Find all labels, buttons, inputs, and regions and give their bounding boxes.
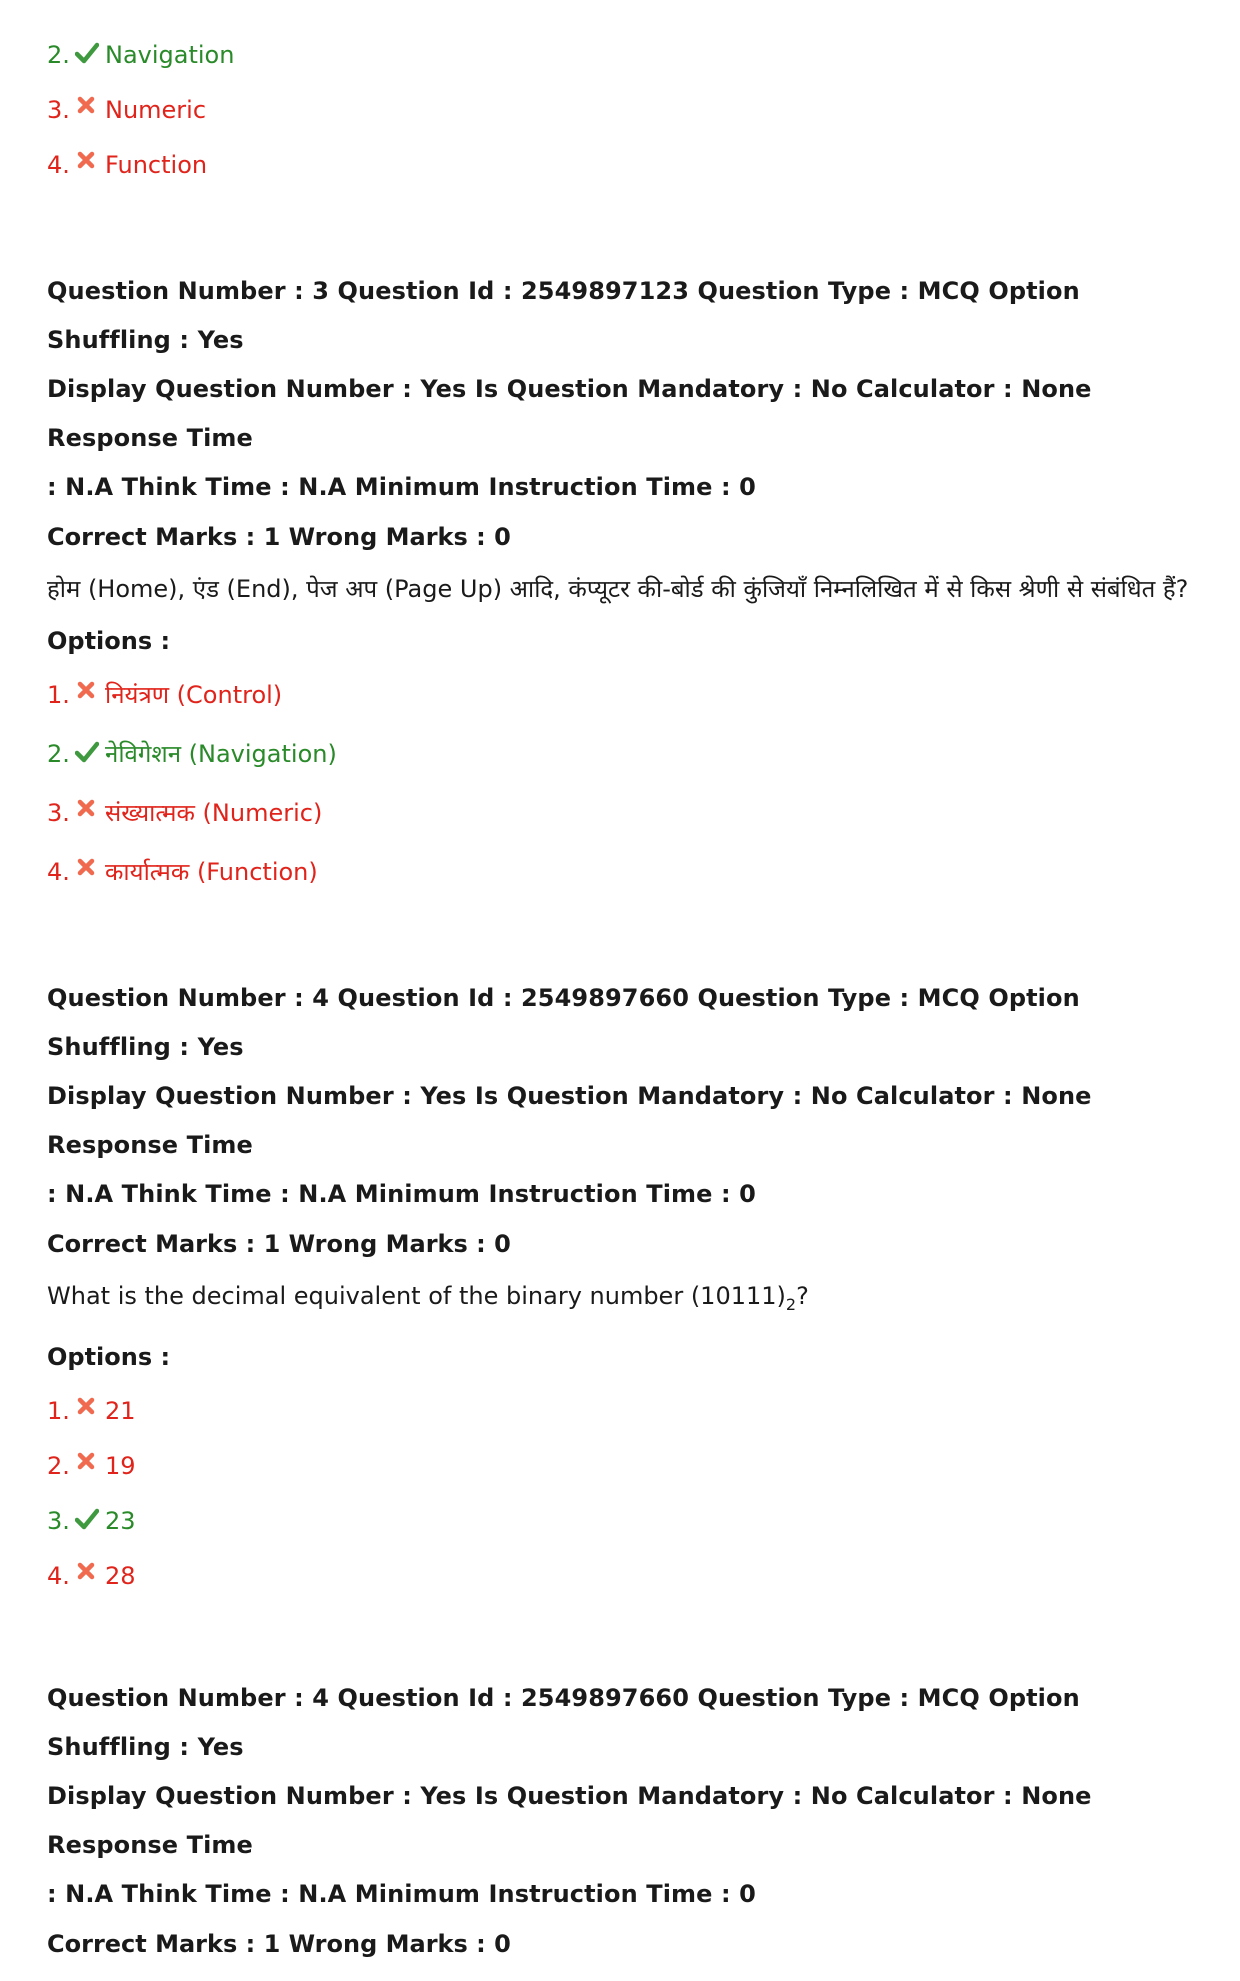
previous-question-options	[47, 40, 1207, 180]
question-meta	[47, 1674, 1207, 1919]
cross-icon	[75, 857, 101, 887]
option-label: नेविगेशन (Navigation)	[105, 740, 337, 768]
question-block-3	[47, 267, 1207, 887]
option-number: 3.	[47, 799, 70, 827]
option-number: 4.	[47, 1561, 70, 1590]
option-number: 1.	[47, 1396, 70, 1425]
meta-line: Display Question Number : Yes Is Question Mandatory : No Calculator : None Response Time	[47, 375, 1092, 452]
cross-icon	[75, 95, 101, 125]
option-number: 3.	[47, 96, 70, 124]
option-item	[47, 857, 1207, 887]
meta-line: Question Number : 4 Question Id : 2549897660 Question Type : MCQ Option Shuffling : Yes	[47, 1683, 1080, 1761]
meta-line: Question Number : 3 Question Id : 2549897123 Question Type : MCQ Option Shuffling : Yes	[47, 277, 1080, 354]
check-icon	[75, 1506, 101, 1536]
option-item	[47, 1561, 1207, 1591]
option-number: 4.	[47, 858, 70, 886]
question-marks: Correct Marks : 1 Wrong Marks : 0	[47, 1929, 511, 1958]
option-number: 2.	[47, 41, 70, 69]
option-number: 1.	[47, 681, 70, 709]
option-number: 4.	[47, 151, 70, 179]
option-item	[47, 150, 1207, 180]
question-text: होम (Home), एंड (End), पेज अप (Page Up) आदि, कंप्यूटर की-बोर्ड की कुंजियाँ निम्नलिखित में से किस श्रेणी से संबंधित हैं?	[47, 575, 1189, 603]
cross-icon	[75, 680, 101, 710]
cross-icon	[75, 1396, 101, 1426]
option-item	[47, 1506, 1207, 1536]
meta-line: Display Question Number : Yes Is Question Mandatory : No Calculator : None Response Time	[47, 1781, 1092, 1859]
document-content	[47, 40, 1207, 1981]
question-subscript: 2	[785, 1294, 797, 1314]
option-item	[47, 1396, 1207, 1426]
cross-icon	[75, 798, 101, 828]
option-number: 2.	[47, 1451, 70, 1480]
cross-icon	[75, 1451, 101, 1481]
options-title: Options :	[47, 1342, 171, 1371]
cross-icon	[75, 150, 101, 180]
option-item	[47, 40, 1207, 70]
option-label: 23	[105, 1506, 136, 1535]
meta-line: : N.A Think Time : N.A Minimum Instruction Time : 0	[47, 1180, 756, 1208]
option-item	[47, 95, 1207, 125]
option-item	[47, 1451, 1207, 1481]
option-label: संख्यात्मक (Numeric)	[105, 799, 323, 827]
check-icon	[75, 739, 101, 769]
cross-icon	[75, 1561, 101, 1591]
check-icon	[75, 40, 101, 70]
meta-line: : N.A Think Time : N.A Minimum Instruction Time : 0	[47, 473, 756, 501]
question-text-end: ?	[796, 1282, 809, 1310]
question-marks: Correct Marks : 1 Wrong Marks : 0	[47, 1230, 511, 1258]
options-list	[47, 1396, 1207, 1591]
option-item	[47, 798, 1207, 828]
question-text-main: What is the decimal equivalent of the binary number (10111)	[47, 1282, 786, 1310]
question-marks: Correct Marks : 1 Wrong Marks : 0	[47, 523, 511, 551]
meta-line: Display Question Number : Yes Is Question Mandatory : No Calculator : None Response Time	[47, 1082, 1092, 1159]
question-meta	[47, 974, 1207, 1219]
question-text	[47, 1281, 1207, 1320]
option-label: Function	[105, 151, 208, 179]
options-title: Options :	[47, 627, 171, 655]
question-block-4	[47, 974, 1207, 1591]
option-item	[47, 739, 1207, 769]
question-block-4-repeat	[47, 1674, 1207, 1959]
option-label: नियंत्रण (Control)	[105, 681, 283, 709]
option-label: 21	[105, 1396, 136, 1425]
option-number: 3.	[47, 1506, 70, 1535]
question-meta	[47, 267, 1207, 512]
option-label: Numeric	[105, 96, 207, 124]
option-number: 2.	[47, 740, 70, 768]
option-label: Navigation	[105, 41, 235, 69]
meta-line: Question Number : 4 Question Id : 2549897660 Question Type : MCQ Option Shuffling : Yes	[47, 984, 1080, 1061]
meta-line: : N.A Think Time : N.A Minimum Instruction Time : 0	[47, 1879, 756, 1908]
option-label: कार्यात्मक (Function)	[105, 858, 318, 886]
option-label: 19	[105, 1451, 136, 1480]
option-item	[47, 680, 1207, 710]
option-label: 28	[105, 1561, 136, 1590]
options-list	[47, 680, 1207, 887]
